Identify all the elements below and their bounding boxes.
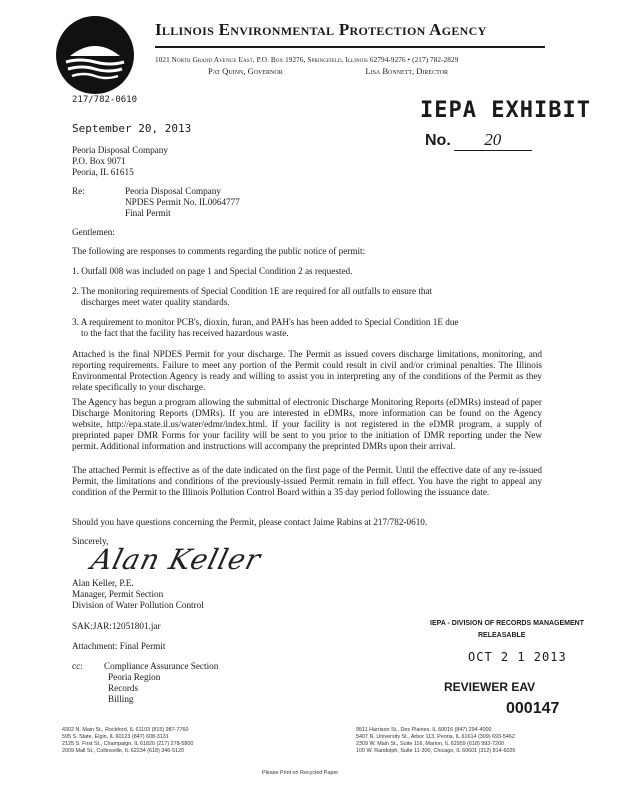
signer-block	[72, 578, 204, 611]
officials	[208, 66, 448, 76]
signer-name: Alan Keller, P.E.	[72, 578, 134, 588]
recipient-box: P.O. Box 9071	[72, 156, 126, 166]
footer-addresses-right	[356, 727, 586, 755]
salutation: Gentlemen:	[72, 227, 115, 237]
footer-line: 5407 N. University St., Arbor 113, Peoria, IL 61614 (309) 693-5462	[356, 734, 515, 740]
records-stamp-releasable: RELEASABLE	[478, 632, 526, 639]
exhibit-no-label: No.	[425, 132, 451, 149]
agency-name: Illinois Environmental Protection Agency	[155, 20, 487, 39]
cc-item: Compliance Assurance Section	[104, 661, 219, 671]
intro-text: The following are responses to comments regarding the public notice of permit:	[72, 246, 366, 256]
records-stamp-date: OCT 2 1 2013	[468, 650, 567, 664]
footer-line: 4302 N. Main St., Rockford, IL 61103 (815) 987-7760	[62, 727, 189, 733]
paragraph-questions: Should you have questions concerning the Permit, please contact Jaime Rabins at 217/782-0610.	[72, 517, 428, 527]
cc-item: Records	[108, 683, 139, 693]
cc-item: Billing	[108, 694, 134, 704]
paragraph-edmr: The Agency has begun a program allowing the submittal of electronic Discharge Monitoring Reports (eDMRs) instead of paper Discharge Monitoring Reports (DMRs). If you are interested in eDMRs, more information can be found on the Agency website, http://epa.state.il.us/water/edmr/index.html. If your facility is not registered in the eDMR program, a supply of preprinted paper DMR Forms for your facility will be sent to you prior to the initiation of DMR reporting under the New permit. Additional information and instructions will accompany the preprinted DMRs upon their arrival.	[72, 397, 542, 451]
response-item-2: 2. The monitoring requirements of Special Condition 1E are required for all outfalls to ensure that discharges meet water quality standards.	[72, 286, 433, 307]
closing: Sincerely,	[72, 536, 109, 546]
footer-line: 595 S. State, Elgin, IL 60123 (847) 608-3131	[62, 734, 169, 740]
page-number: 000147	[506, 700, 560, 717]
iepa-logo	[54, 14, 136, 96]
cc-item: Peoria Region	[108, 672, 161, 682]
exhibit-number	[425, 130, 532, 151]
footer-line: 2309 W. Main St., Suite 116, Marion, IL 62959 (618) 993-7200	[356, 741, 505, 747]
exhibit-title: IEPA EXHIBIT	[420, 98, 591, 123]
re-label: Re:	[72, 186, 85, 196]
re-block	[125, 186, 240, 219]
paragraph-permit: Attached is the final NPDES Permit for your discharge. The Permit as issued covers discharge limitations, monitoring, and reporting requirements. Failure to meet any portion of the Permit could result in civil and/or criminal penalties. The Illinois Environmental Protection Agency is ready and willing to assist you in interpreting any of the conditions of the Permit as they relate specifically to your discharge.	[72, 349, 542, 392]
records-stamp-heading: IEPA - DIVISION OF RECORDS MANAGEMENT	[430, 620, 585, 627]
response-item-1: 1. Outfall 008 was included on page 1 and Special Condition 2 as requested.	[72, 266, 353, 276]
re-line-1: Peoria Disposal Company	[125, 186, 221, 196]
recipient-city: Peoria, IL 61615	[72, 167, 134, 177]
re-line-2: NPDES Permit No. IL0064777	[125, 197, 240, 207]
paragraph-effective: The attached Permit is effective as of the date indicated on the first page of the Permit. Until the effective date of any re-issued Permit, the limitations and conditions of the previously-issued Permit remain in full effect. You have the right to appeal any condition of the Permit to the Illinois Pollution Control Board within a 35 day period following the issuance date.	[72, 465, 542, 497]
reviewer-stamp: REVIEWER EAV	[444, 680, 536, 694]
cc-label: cc:	[72, 661, 83, 671]
footer-addresses-left	[62, 727, 272, 755]
recycled-paper-note: Please Print on Recycled Paper	[262, 770, 339, 776]
cc-list	[104, 661, 218, 705]
director: Lisa Bonnett, Director	[365, 66, 448, 76]
recipient-block	[72, 145, 168, 178]
re-line-3: Final Permit	[125, 208, 171, 218]
recipient-name: Peoria Disposal Company	[72, 145, 168, 155]
footer-line: 9511 Harrison St., Des Plaines, IL 60016 (847) 294-4000	[356, 727, 492, 733]
footer-line: 2125 S. First St., Champaign, IL 61820 (217) 278-5800	[62, 741, 194, 747]
reference-code: SAK:JAR:12051801.jar	[72, 621, 161, 631]
signer-title-1: Manager, Permit Section	[72, 589, 164, 599]
exhibit-no-value: 20	[454, 130, 532, 151]
response-item-3: 3. A requirement to monitor PCB's, dioxin, furan, and PAH's has been added to Special Condition 1E due to the fact that the facility has received hazardous waste.	[72, 317, 459, 338]
phone-number: 217/782-0610	[72, 95, 138, 105]
letter-date: September 20, 2013	[72, 122, 192, 135]
footer-line: 2009 Mall St., Collinsville, IL 62234 (618) 346-5120	[62, 748, 185, 754]
footer-line: 100 W. Randolph, Suite 11-300, Chicago, IL 60601 (312) 814-6026	[356, 748, 516, 754]
governor: Pat Quinn, Governor	[208, 66, 283, 76]
letterhead-rule	[155, 46, 545, 48]
agency-address: 1021 North Grand Avenue East, P.O. Box 19276, Springfield, Illinois 62794-9276 • (217) 782-2829	[155, 56, 459, 64]
attachment-line: Attachment: Final Permit	[72, 641, 166, 651]
signer-title-2: Division of Water Pollution Control	[72, 600, 204, 610]
signature: Alan Keller	[87, 543, 265, 576]
